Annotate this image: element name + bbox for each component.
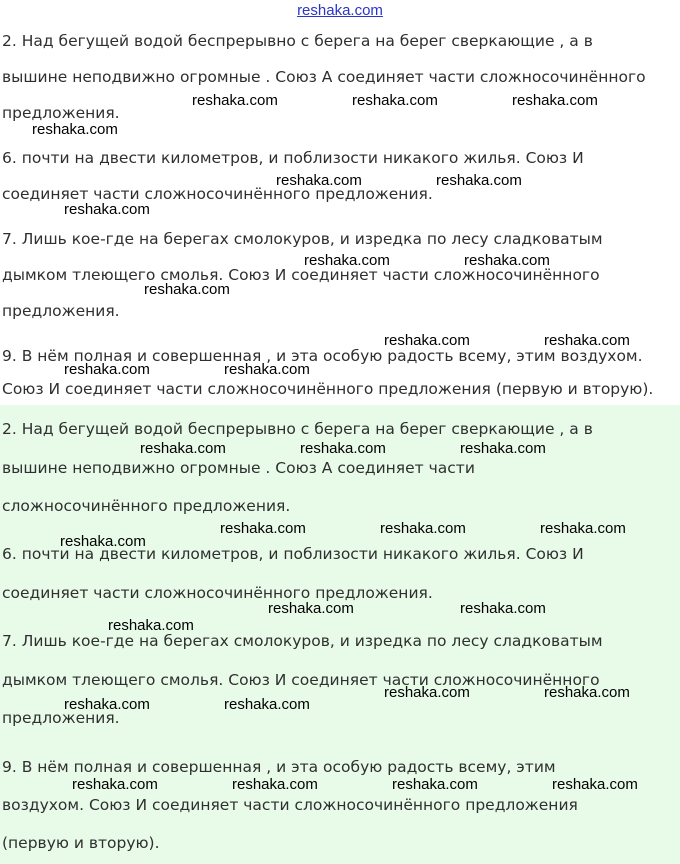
site-header-link[interactable]: reshaka.com (297, 2, 383, 19)
watermark-text: reshaka.com (108, 617, 194, 634)
watermark-text: reshaka.com (464, 252, 550, 269)
watermark-text: reshaka.com (64, 361, 150, 378)
watermark-text: reshaka.com (436, 172, 522, 189)
watermark-text: reshaka.com (512, 92, 598, 109)
paragraph-line: 6. почти на двести километров, и поблизости никакого жилья. Союз И (2, 149, 584, 167)
watermark-text: reshaka.com (64, 696, 150, 713)
watermark-text: reshaka.com (460, 600, 546, 617)
watermark-text: reshaka.com (352, 92, 438, 109)
watermark-text: reshaka.com (140, 440, 226, 457)
paragraph-line: сложносочинённого предложения. (2, 497, 291, 515)
watermark-text: reshaka.com (384, 332, 470, 349)
paragraph-line: 2. Над бегущей водой беспрерывно с берега на берег сверкающие , а в (2, 32, 593, 50)
watermark-text: reshaka.com (276, 172, 362, 189)
paragraph-line: 7. Лишь кое-где на берегах смолокуров, и изредка по лесу сладковатым (2, 230, 603, 248)
paragraph-line: вышине неподвижно огромные . Союз А соединяет части (2, 459, 475, 477)
watermark-text: reshaka.com (32, 121, 118, 138)
watermark-text: reshaka.com (544, 332, 630, 349)
watermark-text: reshaka.com (544, 684, 630, 701)
watermark-text: reshaka.com (224, 696, 310, 713)
paragraph-line: вышине неподвижно огромные . Союз А соединяет части сложносочинённого (2, 68, 646, 86)
watermark-text: reshaka.com (224, 361, 310, 378)
paragraph-line: соединяет части сложносочинённого предложения. (2, 185, 433, 203)
paragraph-line: 9. В нём полная и совершенная , и эта особую радость всему, этим воздухом. (2, 347, 643, 365)
watermark-text: reshaka.com (540, 520, 626, 537)
paragraph-line: воздухом. Союз И соединяет части сложносочинённого предложения (2, 796, 578, 814)
paragraph-line: предложения. (2, 104, 120, 122)
watermark-text: reshaka.com (392, 776, 478, 793)
paragraph-line: дымком тлеющего смолья. Союз И соединяет части сложносочинённого (2, 671, 600, 689)
paragraph-line: соединяет части сложносочинённого предложения. (2, 584, 433, 602)
watermark-text: reshaka.com (72, 776, 158, 793)
watermark-text: reshaka.com (380, 520, 466, 537)
paragraph-line: 2. Над бегущей водой беспрерывно с берега на берег сверкающие , а в (2, 420, 593, 438)
watermark-text: reshaka.com (268, 600, 354, 617)
watermark-text: reshaka.com (384, 684, 470, 701)
paragraph-line: предложения. (2, 302, 120, 320)
watermark-text: reshaka.com (220, 520, 306, 537)
watermark-text: reshaka.com (144, 281, 230, 298)
watermark-text: reshaka.com (304, 252, 390, 269)
watermark-text: reshaka.com (232, 776, 318, 793)
paragraph-line: 7. Лишь кое-где на берегах смолокуров, и изредка по лесу сладковатым (2, 632, 603, 650)
paragraph-line: предложения. (2, 709, 120, 727)
watermark-text: reshaka.com (192, 92, 278, 109)
watermark-text: reshaka.com (60, 533, 146, 550)
paragraph-line: Союз И соединяет части сложносочинённого предложения (первую и вторую). (2, 380, 654, 398)
watermark-text: reshaka.com (460, 440, 546, 457)
paragraph-line: (первую и вторую). (2, 834, 160, 852)
paragraph-line: 9. В нём полная и совершенная , и эта особую радость всему, этим (2, 758, 556, 776)
watermark-text: reshaka.com (552, 776, 638, 793)
paragraph-line: 6. почти на двести километров, и поблизости никакого жилья. Союз И (2, 545, 584, 563)
watermark-text: reshaka.com (300, 440, 386, 457)
paragraph-line: дымком тлеющего смолья. Союз И соединяет части сложносочинённого (2, 266, 600, 284)
watermark-text: reshaka.com (64, 201, 150, 218)
